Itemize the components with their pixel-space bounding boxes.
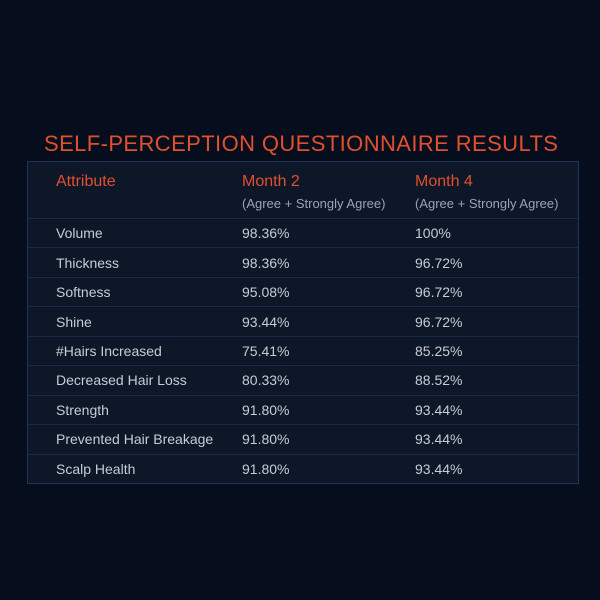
- cell-attribute: Shine: [56, 313, 92, 330]
- page-title: SELF-PERCEPTION QUESTIONNAIRE RESULTS: [44, 131, 559, 156]
- table-header: [28, 162, 578, 219]
- cell-month4: 96.72%: [415, 254, 463, 271]
- cell-attribute: Softness: [56, 284, 111, 301]
- table-body: [28, 219, 578, 483]
- cell-month2: 98.36%: [242, 225, 290, 242]
- column-label-attribute: Attribute: [56, 173, 116, 190]
- column-header-month2: [242, 172, 415, 218]
- table-row: [28, 395, 578, 424]
- cell-month2: 75.41%: [242, 342, 290, 359]
- cell-month4: 93.44%: [415, 431, 463, 448]
- cell-attribute: Strength: [56, 401, 109, 418]
- table-row: [28, 277, 578, 306]
- results-table: [27, 161, 579, 484]
- column-label-month4: Month 4: [415, 173, 473, 190]
- cell-attribute: #Hairs Increased: [56, 342, 162, 359]
- column-header-month4: [415, 172, 578, 218]
- table-row: [28, 336, 578, 365]
- column-sublabel-month2: (Agree + Strongly Agree): [242, 196, 386, 212]
- cell-month2: 93.44%: [242, 313, 290, 330]
- cell-month2: 80.33%: [242, 372, 290, 389]
- cell-month4: 88.52%: [415, 372, 463, 389]
- cell-month2: 91.80%: [242, 460, 290, 477]
- column-sublabel-month4: (Agree + Strongly Agree): [415, 196, 559, 212]
- cell-attribute: Thickness: [56, 254, 120, 271]
- table-row: [28, 365, 578, 394]
- table-row: [28, 219, 578, 247]
- cell-attribute: Prevented Hair Breakage: [56, 431, 214, 448]
- cell-attribute: Scalp Health: [56, 460, 136, 477]
- table-row: [28, 424, 578, 453]
- cell-month4: 93.44%: [415, 460, 463, 477]
- table-row: [28, 247, 578, 276]
- cell-month4: 85.25%: [415, 342, 463, 359]
- cell-month2: 91.80%: [242, 401, 290, 418]
- cell-month4: 93.44%: [415, 401, 463, 418]
- table-row: [28, 306, 578, 335]
- cell-attribute: Decreased Hair Loss: [56, 372, 187, 389]
- cell-month4: 100%: [415, 225, 451, 242]
- column-label-month2: Month 2: [242, 173, 300, 190]
- cell-month2: 95.08%: [242, 284, 290, 301]
- cell-month2: 98.36%: [242, 254, 290, 271]
- cell-month2: 91.80%: [242, 431, 290, 448]
- cell-attribute: Volume: [56, 225, 103, 242]
- column-header-attribute: [28, 172, 242, 218]
- cell-month4: 96.72%: [415, 313, 463, 330]
- table-row: [28, 454, 578, 483]
- cell-month4: 96.72%: [415, 284, 463, 301]
